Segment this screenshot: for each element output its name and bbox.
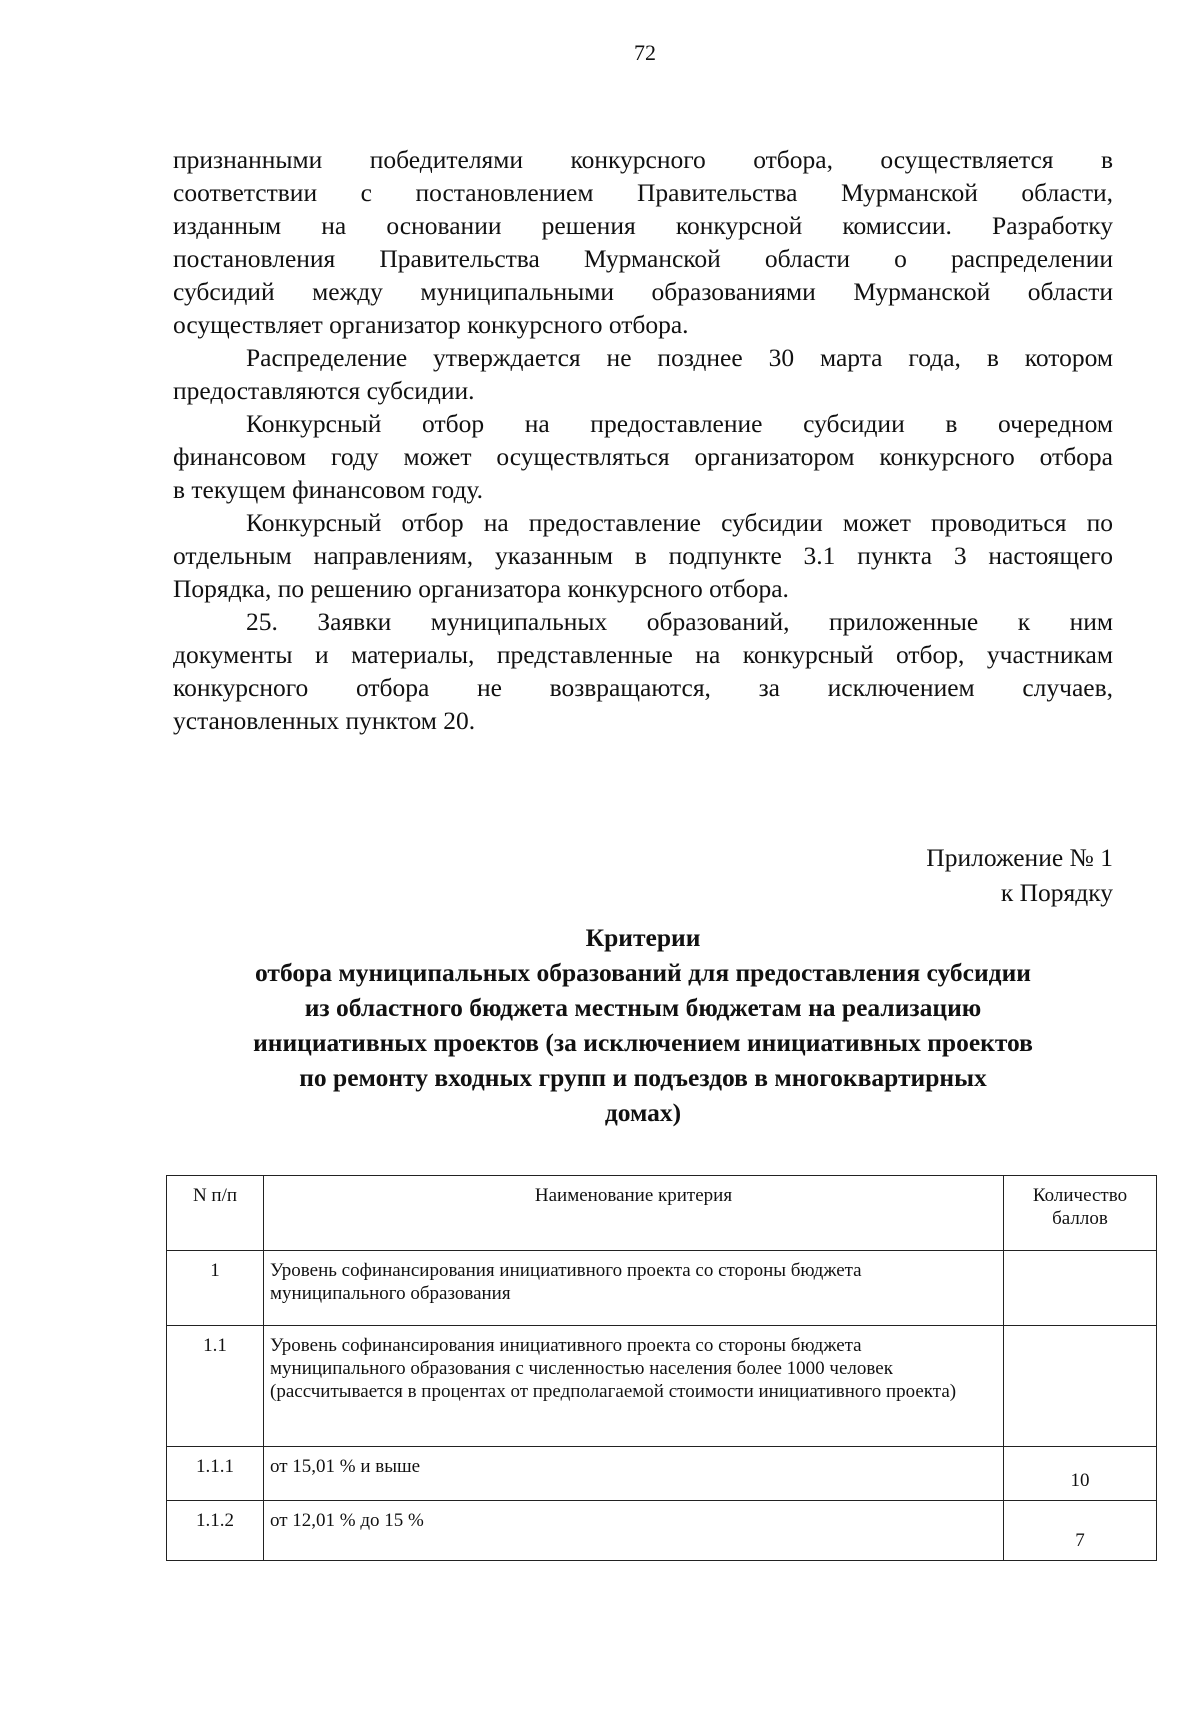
paragraph [173,506,1113,605]
table-row [167,1501,1157,1561]
row-points: 10 [1004,1447,1157,1501]
row-number: 1.1.1 [167,1447,264,1501]
row-number: 1.1.2 [167,1501,264,1561]
title-line: инициативных проектов (за исключением инициативных проектов [253,1028,1033,1057]
text-line: Конкурсный отбор на предоставление субсидии в очередном [246,409,1113,438]
text-line: предоставляются субсидии. [173,376,475,405]
row-points [1004,1251,1157,1326]
text-line: признанными победителями конкурсного отбора, осуществляется в [173,145,1113,174]
text-line: осуществляет организатор конкурсного отбора. [173,310,689,339]
row-criterion: Уровень софинансирования инициативного проекта со стороны бюджета муниципального образования [264,1251,1004,1326]
document-title [173,920,1113,1130]
table-header-row [167,1176,1157,1251]
title-line: по ремонту входных групп и подъездов в многоквартирных [299,1063,987,1092]
title-line: из областного бюджета местным бюджетам на реализацию [304,993,982,1022]
text-line: 25. Заявки муниципальных образований, приложенные к ним [246,607,1113,636]
text-line: Конкурсный отбор на предоставление субсидии может проводиться по [246,508,1113,537]
text-line: финансовом году может осуществляться организатором конкурсного отбора [173,442,1113,471]
paragraph [173,143,1113,341]
title-line: домах) [604,1098,682,1127]
appendix-line-2: к Порядку [1000,878,1113,907]
text-line: соответствии с постановлением Правительства Мурманской области, [173,178,1113,207]
table-row [167,1251,1157,1326]
text-line: в текущем финансовом году. [173,475,483,504]
page-number: 72 [634,40,656,65]
text-line: изданным на основании решения конкурсной комиссии. Разработку [173,211,1113,240]
header-points: Количество баллов [1004,1176,1157,1251]
paragraph [173,341,1113,407]
row-criterion: от 12,01 % до 15 % [264,1501,1004,1561]
header-number: N п/п [167,1176,264,1251]
row-criterion: от 15,01 % и выше [264,1447,1004,1501]
table-row [167,1326,1157,1447]
paragraph [173,605,1113,737]
row-number: 1 [167,1251,264,1326]
header-criterion: Наименование критерия [264,1176,1004,1251]
row-points: 7 [1004,1501,1157,1561]
text-line: субсидий между муниципальными образованиями Мурманской области [173,277,1113,306]
text-line: установленных пунктом 20. [173,706,476,735]
table-row [167,1447,1157,1501]
text-line: отдельным направлениям, указанным в подпункте 3.1 пункта 3 настоящего [173,541,1113,570]
appendix-label [926,840,1113,910]
row-points [1004,1326,1157,1447]
text-line: конкурсного отбора не возвращаются, за исключением случаев, [173,673,1113,702]
paragraph [173,407,1113,506]
title-line: отбора муниципальных образований для предоставления субсидии [255,958,1031,987]
text-line: Порядка, по решению организатора конкурсного отбора. [173,574,789,603]
row-number: 1.1 [167,1326,264,1447]
appendix-line-1: Приложение № 1 [926,843,1113,872]
text-line: документы и материалы, представленные на конкурсный отбор, участникам [173,640,1113,669]
text-line: Распределение утверждается не позднее 30 марта года, в котором [246,343,1113,372]
row-criterion: Уровень софинансирования инициативного проекта со стороны бюджета муниципального образования с численностью населения более 1000 человек (рассчитывается в процентах от предполагаемой стоимости инициативного проекта) [264,1326,1004,1447]
text-line: постановления Правительства Мурманской области о распределении [173,244,1113,273]
title-line: Критерии [585,923,701,952]
body-text [173,143,1113,737]
criteria-table [166,1175,1157,1561]
